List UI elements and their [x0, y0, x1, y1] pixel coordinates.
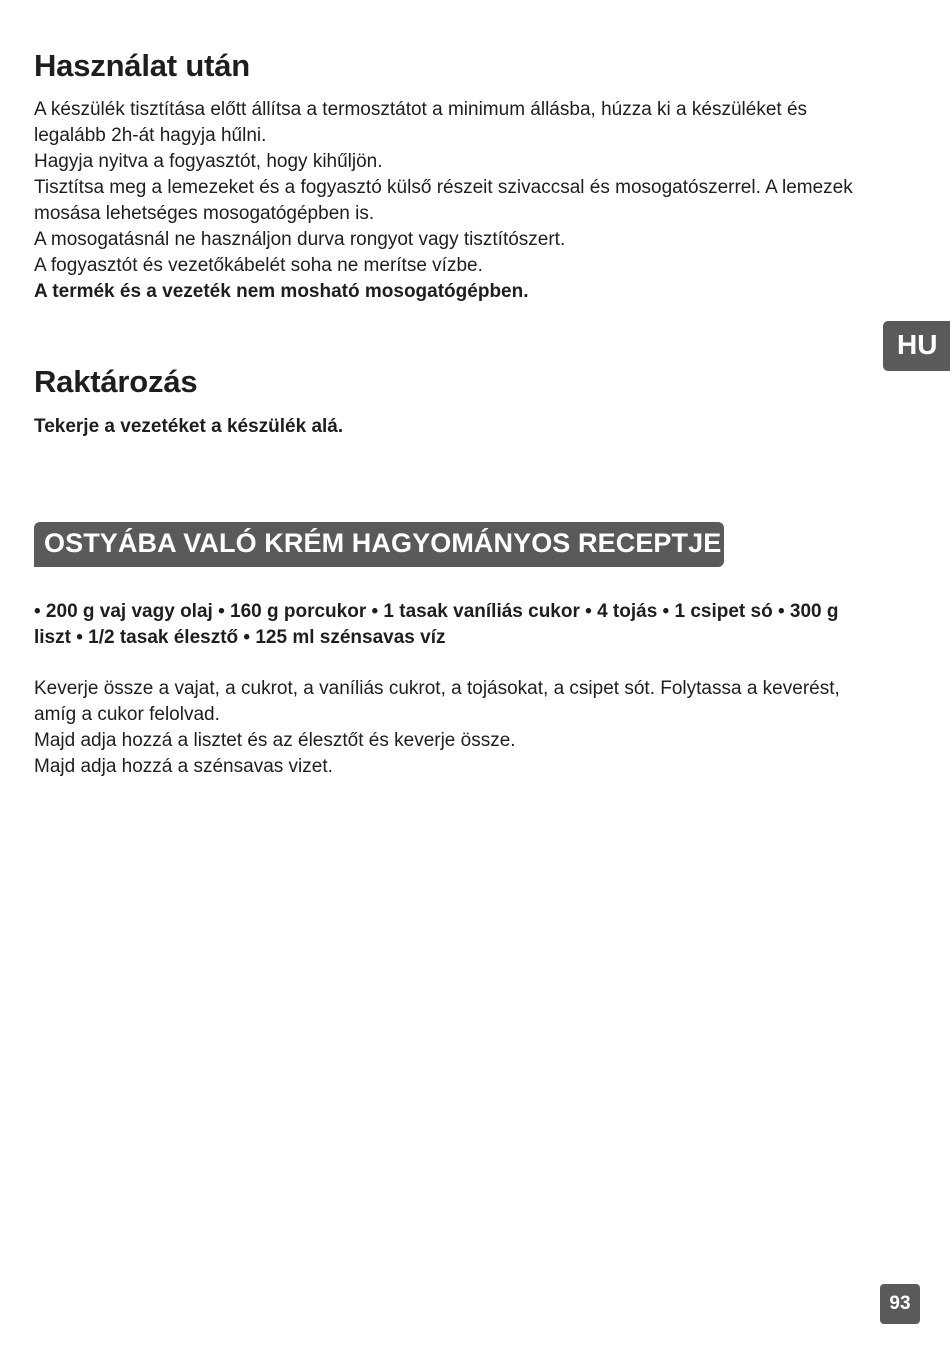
- after-use-line: Hagyja nyitva a fogyasztót, hogy kihűljön.: [34, 151, 383, 172]
- recipe-step: Majd adja hozzá a lisztet és az élesztőt és keverje össze.: [34, 730, 516, 751]
- recipe-banner: [34, 522, 724, 567]
- storage-text: Tekerje a vezetéket a készülék alá.: [34, 416, 344, 437]
- language-tab-label: HU: [897, 329, 938, 360]
- after-use-body: [34, 97, 874, 305]
- storage-heading: Raktározás: [34, 364, 198, 399]
- language-tab: [883, 321, 950, 371]
- page-number-badge: [880, 1284, 920, 1324]
- recipe-ingredients: • 200 g vaj vagy olaj • 160 g porcukor • 1 tasak vaníliás cukor • 4 tojás • 1 csipet só • 300 g liszt • 1/2 tasak élesztő • 125 ml szénsavas víz: [34, 601, 839, 648]
- storage-body: [34, 414, 874, 440]
- after-use-heading: Használat után: [34, 48, 250, 83]
- after-use-line: Tisztítsa meg a lemezeket és a fogyasztó külső részeit szivaccsal és mosogatószerrel. A lemezek mosása lehetséges mosogatógépben is.: [34, 177, 853, 224]
- after-use-line: A mosogatásnál ne használjon durva rongyot vagy tisztítószert.: [34, 229, 566, 250]
- recipe-step: Majd adja hozzá a szénsavas vizet.: [34, 756, 333, 777]
- recipe-banner-title: OSTYÁBA VALÓ KRÉM HAGYOMÁNYOS RECEPTJE: [44, 528, 722, 558]
- recipe-step: Keverje össze a vajat, a cukrot, a vaníliás cukrot, a tojásokat, a csipet sót. Folytassa a keverést, amíg a cukor felolvad.: [34, 678, 840, 725]
- recipe-steps: [34, 676, 874, 780]
- recipe-ingredients-block: [34, 599, 874, 651]
- page-number: 93: [889, 1293, 911, 1314]
- after-use-line: A készülék tisztítása előtt állítsa a termosztátot a minimum állásba, húzza ki a készüléket és legalább 2h-át hagyja hűlni.: [34, 99, 808, 146]
- after-use-warning: A termék és a vezeték nem mosható mosogatógépben.: [34, 281, 529, 302]
- after-use-line: A fogyasztót és vezetőkábelét soha ne merítse vízbe.: [34, 255, 483, 276]
